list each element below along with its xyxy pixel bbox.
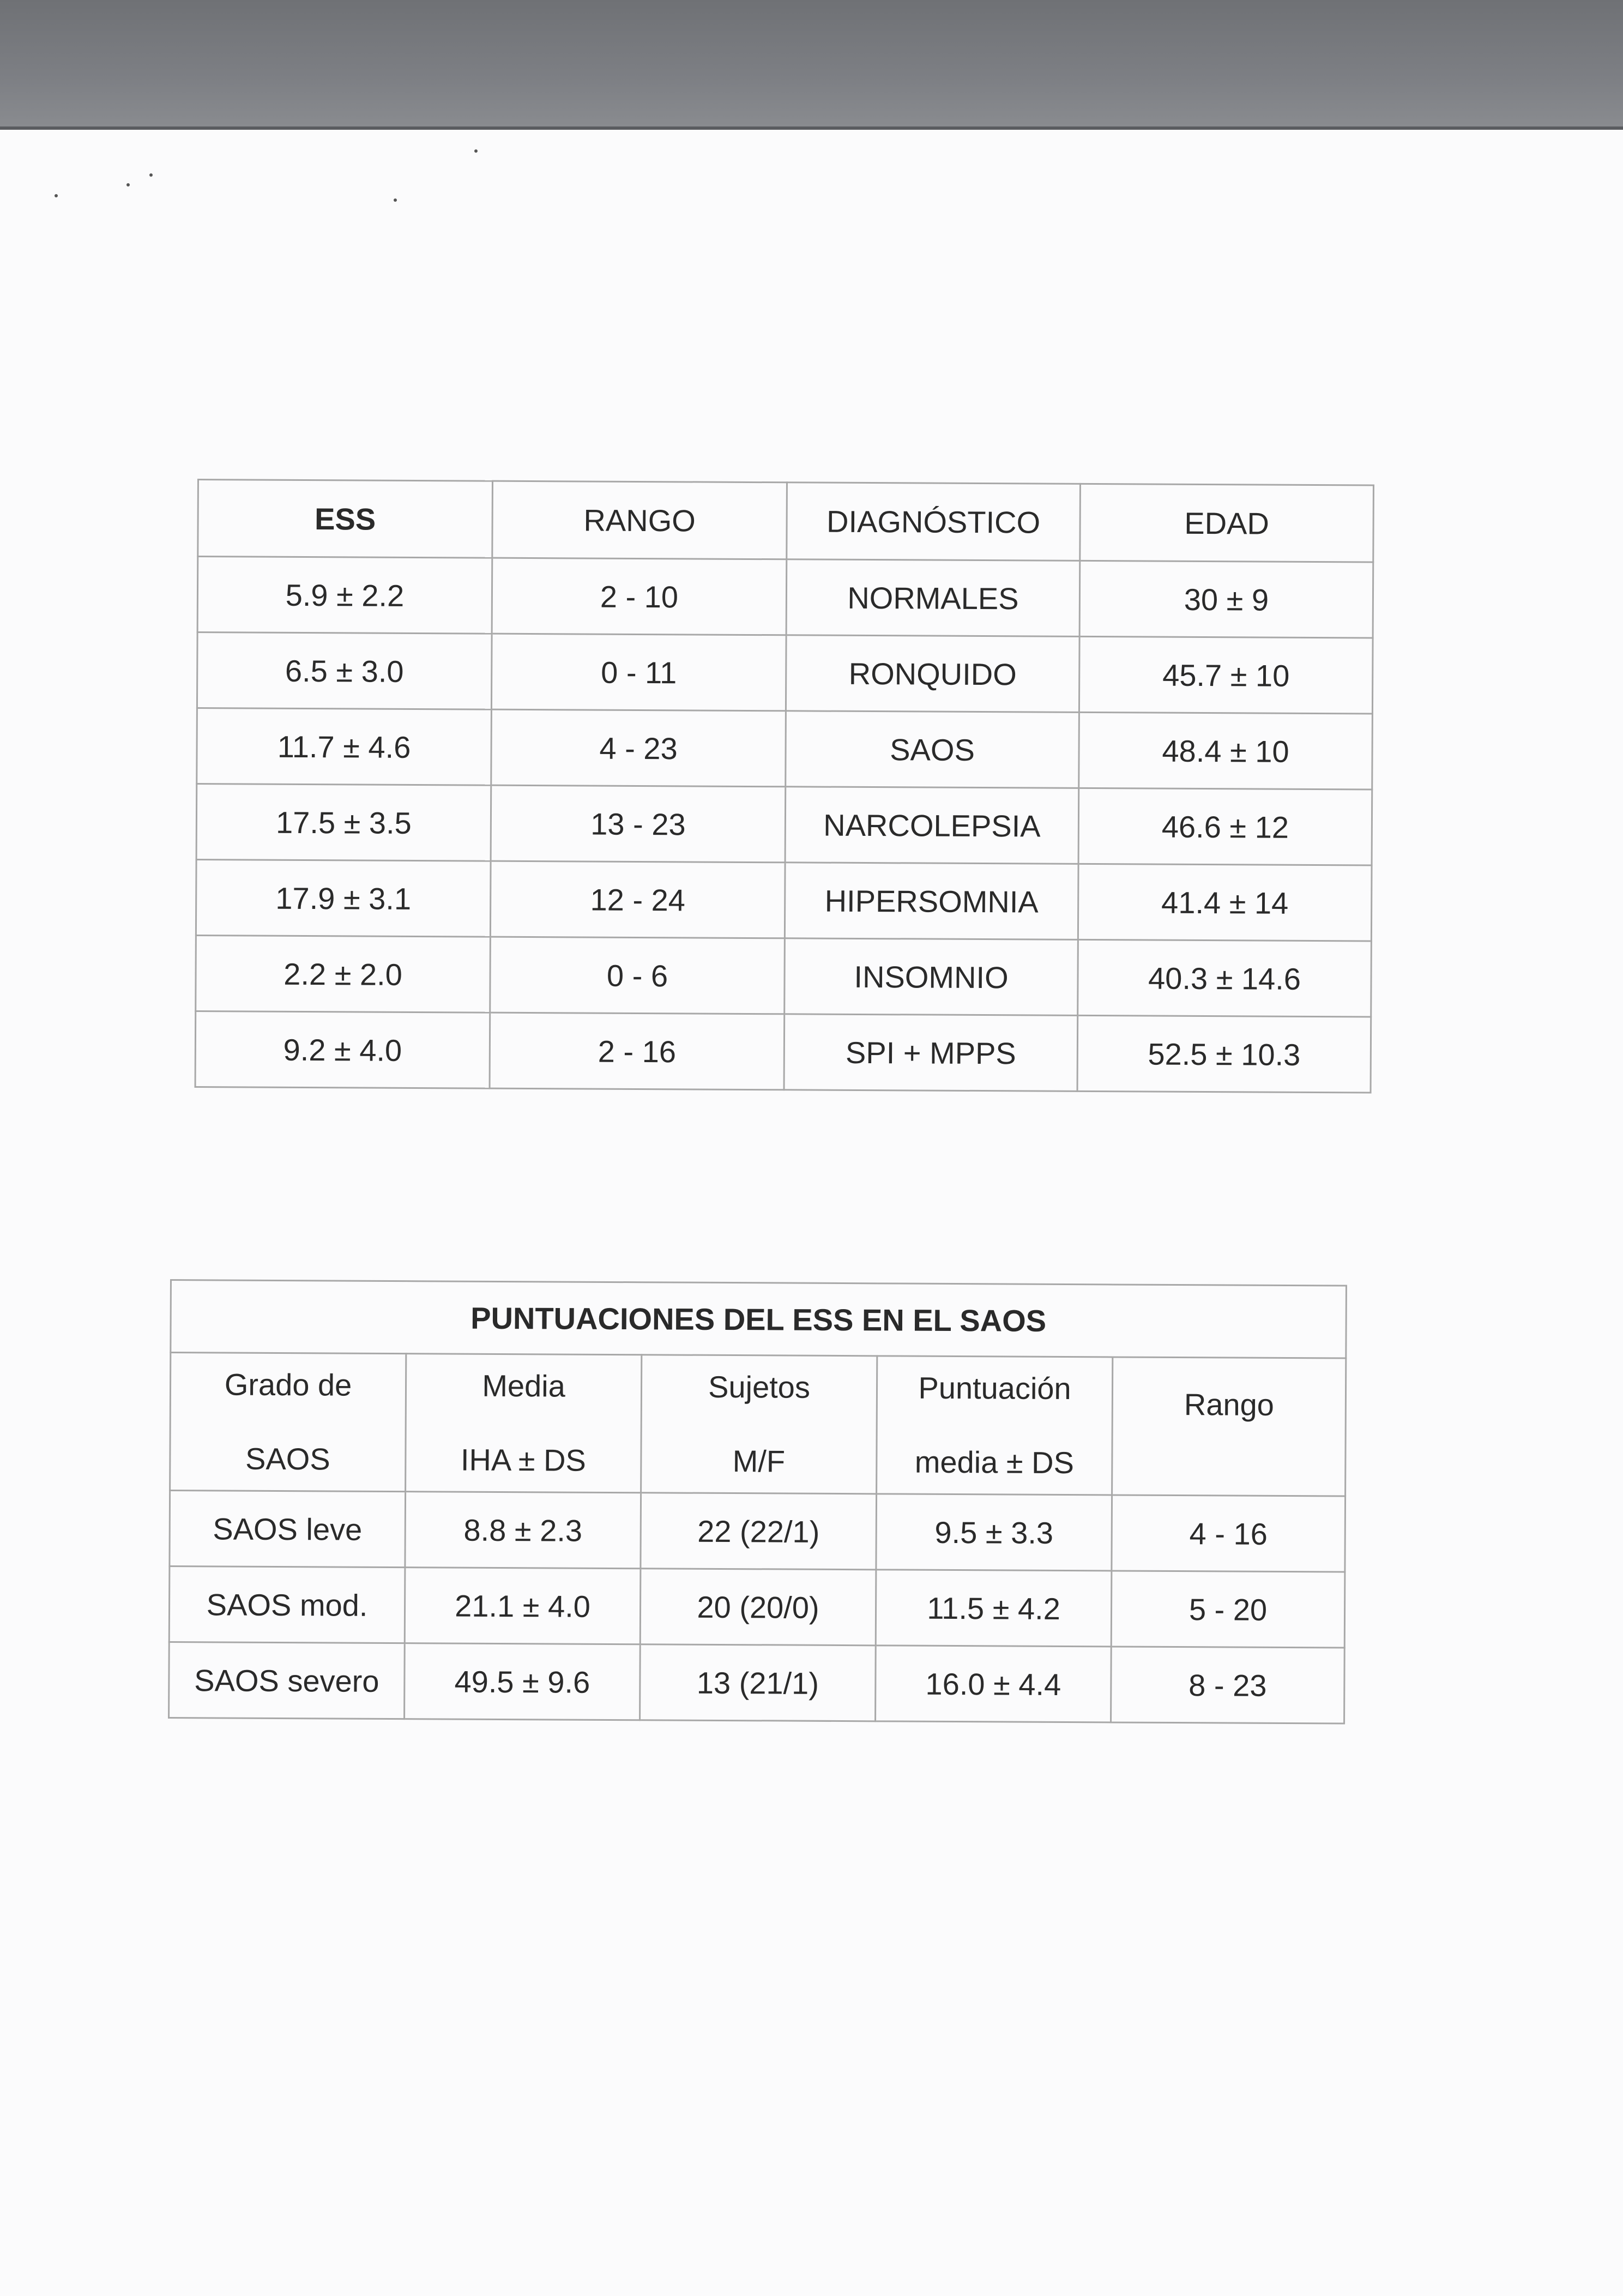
cell-ess: 11.7 ± 4.6 — [197, 708, 492, 786]
cell-rango: 8 - 23 — [1111, 1647, 1345, 1723]
cell-media: 49.5 ± 9.6 — [405, 1643, 641, 1720]
cell-rango: 13 - 23 — [491, 785, 786, 863]
header-sujetos-line1: Sujetos — [708, 1369, 811, 1405]
table-title-row — [171, 1280, 1347, 1359]
header-diagnostico: DIAGNÓSTICO — [787, 483, 1081, 561]
cell-ess: 17.5 ± 3.5 — [196, 784, 491, 861]
cell-diagnostico: HIPERSOMNIA — [785, 863, 1078, 940]
header-grado-line2: SAOS — [245, 1441, 330, 1477]
cell-sujetos: 13 (21/1) — [640, 1644, 876, 1721]
cell-ess: 2.2 ± 2.0 — [196, 935, 491, 1013]
cell-puntuacion: 9.5 ± 3.3 — [876, 1494, 1112, 1571]
cell-grado: SAOS mod. — [169, 1566, 405, 1643]
table-row — [196, 784, 1372, 866]
cell-rango: 0 - 11 — [491, 634, 786, 711]
cell-sujetos: 20 (20/0) — [640, 1569, 876, 1646]
cell-diagnostico: NARCOLEPSIA — [785, 787, 1079, 864]
cell-edad: 46.6 ± 12 — [1078, 788, 1372, 865]
scan-speck — [149, 173, 153, 177]
table-header-row — [170, 1353, 1346, 1497]
header-grado-line1: Grado de — [224, 1367, 352, 1402]
cell-ess: 9.2 ± 4.0 — [195, 1011, 490, 1088]
cell-diagnostico: SPI + MPPS — [784, 1014, 1078, 1092]
cell-puntuacion: 11.5 ± 4.2 — [876, 1570, 1112, 1647]
cell-rango: 5 - 20 — [1111, 1571, 1345, 1648]
table-row — [196, 859, 1372, 941]
scan-speck — [394, 198, 397, 202]
cell-diagnostico: INSOMNIO — [785, 938, 1078, 1016]
cell-rango: 2 - 16 — [490, 1013, 785, 1090]
cell-ess: 17.9 ± 3.1 — [196, 859, 491, 937]
header-puntuacion-line1: Puntuación — [918, 1370, 1071, 1406]
cell-diagnostico: RONQUIDO — [786, 635, 1079, 713]
scanner-edge — [0, 0, 1623, 130]
cell-ess: 5.9 ± 2.2 — [197, 557, 492, 634]
table-row — [197, 632, 1373, 714]
cell-rango: 4 - 16 — [1112, 1495, 1346, 1572]
table-row — [196, 935, 1372, 1017]
cell-diagnostico: SAOS — [786, 711, 1079, 788]
header-puntuacion — [877, 1356, 1113, 1495]
cell-rango: 4 - 23 — [491, 709, 786, 787]
scan-speck — [55, 194, 58, 197]
header-media-line2: IHA ± DS — [460, 1442, 586, 1478]
ess-diagnosis-table — [195, 479, 1374, 1094]
saos-scores-table — [168, 1279, 1347, 1725]
cell-edad: 52.5 ± 10.3 — [1077, 1015, 1371, 1093]
cell-edad: 40.3 ± 14.6 — [1078, 939, 1372, 1017]
cell-grado: SAOS severo — [169, 1642, 405, 1719]
cell-edad: 30 ± 9 — [1079, 561, 1373, 638]
cell-media: 21.1 ± 4.0 — [405, 1568, 641, 1644]
table-title: PUNTUACIONES DEL ESS EN EL SAOS — [171, 1280, 1347, 1359]
header-puntuacion-line2: media ± DS — [914, 1444, 1075, 1480]
cell-grado: SAOS leve — [170, 1491, 406, 1568]
cell-diagnostico: NORMALES — [786, 559, 1080, 637]
header-rango — [1112, 1357, 1346, 1496]
cell-rango: 12 - 24 — [490, 861, 785, 938]
header-rango-line2 — [1113, 1463, 1344, 1464]
cell-rango: 0 - 6 — [490, 937, 785, 1014]
scan-speck — [474, 149, 478, 153]
document-page — [0, 130, 1623, 2296]
header-media — [406, 1354, 642, 1493]
header-rango-line1: Rango — [1184, 1387, 1275, 1422]
header-ess: ESS — [198, 480, 493, 558]
header-media-line1: Media — [482, 1368, 565, 1403]
table-row — [169, 1566, 1345, 1648]
scan-speck — [126, 183, 130, 186]
header-rango: RANGO — [492, 481, 787, 559]
cell-edad: 45.7 ± 10 — [1079, 636, 1373, 714]
header-edad: EDAD — [1080, 484, 1374, 562]
cell-rango: 2 - 10 — [492, 558, 787, 635]
table-row — [195, 1011, 1371, 1093]
table-row — [197, 557, 1373, 638]
table-header-row — [198, 480, 1374, 563]
table-row — [169, 1642, 1345, 1723]
cell-media: 8.8 ± 2.3 — [405, 1492, 641, 1569]
header-sujetos — [641, 1355, 877, 1494]
table-row — [197, 708, 1373, 790]
cell-edad: 41.4 ± 14 — [1078, 864, 1372, 941]
table-row — [170, 1491, 1346, 1572]
cell-puntuacion: 16.0 ± 4.4 — [876, 1646, 1112, 1722]
cell-sujetos: 22 (22/1) — [641, 1493, 877, 1570]
cell-edad: 48.4 ± 10 — [1079, 712, 1373, 790]
header-grado — [170, 1353, 406, 1492]
cell-ess: 6.5 ± 3.0 — [197, 632, 492, 710]
header-sujetos-line2: M/F — [732, 1444, 786, 1479]
